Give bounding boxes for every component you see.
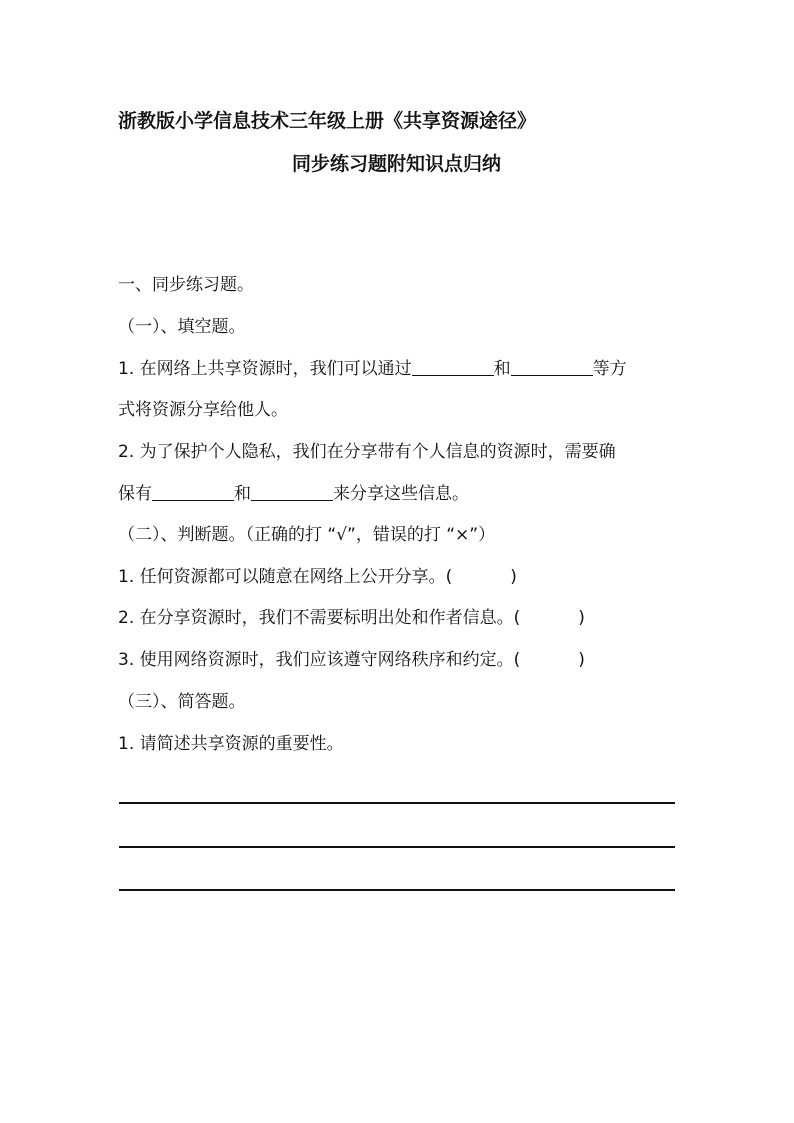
question-text: 等方 [592, 359, 627, 379]
question-text: 来分享这些信息。 [333, 484, 469, 504]
answer-line[interactable] [119, 802, 675, 804]
answer-blank[interactable] [251, 482, 333, 501]
question-text: 1. 在网络上共享资源时，我们可以通过 [118, 359, 412, 379]
question-text: 保有 [118, 484, 152, 504]
fill-blank-question-1 [118, 357, 688, 381]
answer-blank[interactable] [152, 482, 234, 501]
judgement-question-1 [118, 565, 688, 589]
document-title: 浙教版小学信息技术三年级上册《共享资源途径》 [118, 110, 537, 132]
section-heading: 一、同步练习题。 [118, 275, 254, 295]
closing-paren: ) [578, 608, 585, 628]
fill-blank-question-2: 2. 为了保护个人隐私，我们在分享带有个人信息的资源时，需要确 [118, 442, 616, 462]
fill-blank-question-1-cont: 式将资源分享给他人。 [118, 400, 288, 420]
question-text: 3. 使用网络资源时，我们应该遵守网络秩序和约定。( [118, 650, 521, 670]
short-answer-question-1: 1. 请简述共享资源的重要性。 [118, 734, 344, 754]
short-answer-heading: （三）、简答题。 [118, 692, 246, 712]
question-text: 1. 任何资源都可以随意在网络上公开分享。( [118, 567, 453, 587]
closing-paren: ) [578, 650, 585, 670]
question-text: 和 [493, 359, 511, 379]
answer-blank[interactable] [511, 357, 593, 376]
question-text: 2. 在分享资源时，我们不需要标明出处和作者信息。( [118, 608, 521, 628]
judgement-question-2 [118, 606, 688, 630]
question-text: 和 [234, 484, 251, 504]
closing-paren: ) [510, 567, 517, 587]
answer-blank[interactable] [412, 357, 494, 376]
fill-blank-question-2-cont [118, 482, 688, 506]
fill-blank-heading: （一）、填空题。 [118, 317, 246, 337]
answer-line[interactable] [119, 889, 675, 891]
answer-line[interactable] [119, 846, 675, 848]
judgement-heading: （二）、判断题。（正确的打 “√”，错误的打 “×”） [118, 525, 496, 545]
judgement-question-3 [118, 648, 688, 672]
document-subtitle: 同步练习题附知识点归纳 [292, 153, 502, 175]
